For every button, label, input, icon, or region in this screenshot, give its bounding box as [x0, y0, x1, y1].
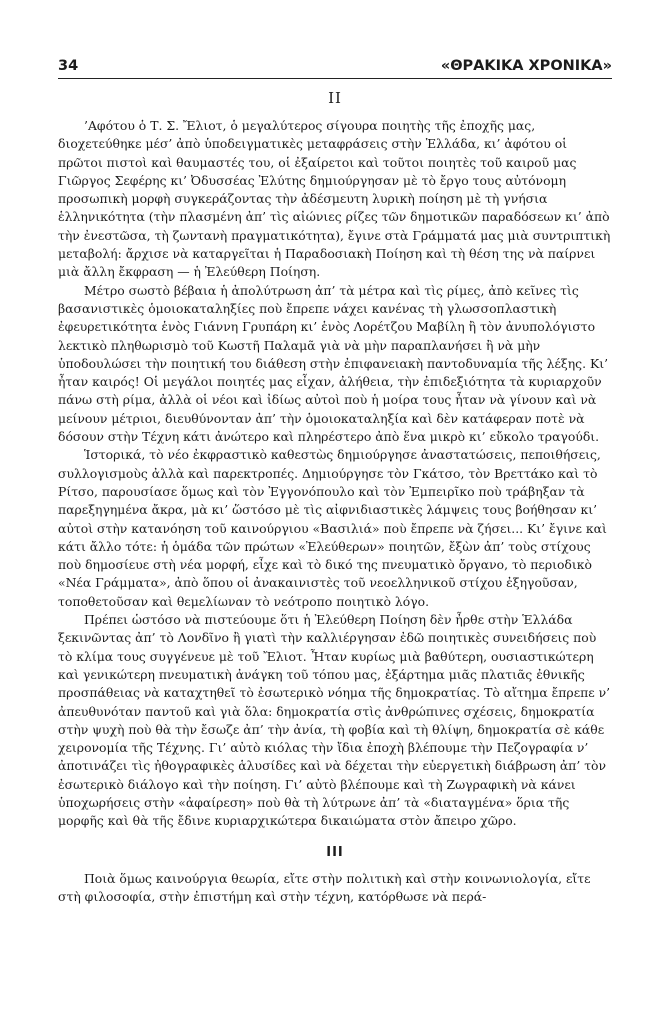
section-heading-iii: III [326, 844, 344, 860]
page-number: 34 [58, 58, 79, 74]
paragraph-4: Πρέπει ὡστόσο νὰ πιστεύουμε ὅτι ἡ Ἐλεύθερη Ποίηση δὲν ἦρθε στὴν Ἑλλάδα ξεκινῶντας ἀπ’ τὸ Λονδῖνο ἢ γιατὶ τὴν καλλιέργησαν ἐδῶ ποιητικὲς συνειδήσεις ποὺ τὸ κλίμα τους συγγένευε μὲ τοῦ Ἔλιοτ. Ἦταν κυρίως μιὰ βαθύτερη, ουσιαστικώτερη καὶ γενικώτερη πνευματικὴ ἀνάγκη τοῦ τόπου μας, ἐξάρτημα μιᾶς πλατιᾶς ἐθνικῆς προσπάθειας νὰ καταχτηθεῖ τὸ ἐσωτερικὸ νόημα τῆς δημοκρατίας. Τὸ αἴτημα ἔπρεπε ν’ ἀπευθυνόταν παντοῦ καὶ γιὰ ὅλα: δημοκρατία στὶς ἀνθρώπινες σχέσεις, δημοκρατία στὴν ψυχὴ ποὺ θὰ τὴν ἔσωζε ἀπ’ τὴν ἀνία, τὴ φοβία καὶ τὴ θλίψη, δημοκρατία σὲ κάθε χειρονομία τῆς Τέχνης. Γι’ αὐτὸ κιόλας τὴν ἴδια ἐποχὴ βλέπουμε τὴν Πεζογραφία ν’ ἀποτινάζει τὶς ἠθογραφικὲς ἁλυσίδες καὶ νὰ δέχεται τὴν εὐεργετικὴ διάβρωση ἀπ’ τὸν ἐσωτερικὸ διάλογο καὶ τὴν ποίηση. Γι’ αὐτὸ βλέπουμε καὶ τὴ Ζωγραφικὴ νὰ κάνει ὑποχωρήσεις στὴν «ἀφαίρεση» ποὺ θὰ τὴ λύτρωνε ἀπ’ τὰ «διαταγμένα» ὅρια τῆς μορφῆς καὶ θὰ τῆς ἔδινε κυριαρχικώτερα δικαιώματα στὸν ἄπειρο χῶρο. [58, 612, 611, 829]
paragraph-5: Ποιὰ ὅμως καινούργια θεωρία, εἴτε στὴν πολιτικὴ καὶ στὴν κοινωνιολογία, εἴτε στὴ φιλοσοφία, στὴν ἐπιστήμη καὶ στὴν τέχνη, κατόρθωσε νὰ περά- [58, 870, 591, 904]
paragraph-3: Ἱστορικά, τὸ νέο ἐκφραστικὸ καθεστὼς δημιούργησε ἀναστατώσεις, πεποιθήσεις, συλλογισμοὺς ἀλλὰ καὶ παρεκτροπές. Δημιούργησε τὸν Γκάτσο, τὸν Βρεττάκο καὶ τὸ Ρίτσο, παρουσίασε ὅμως καὶ τὸν Ἐγγονόπουλο καὶ τὸν Ἐμπειρῖκο ποὺ τράβηξαν τὰ παρεξηγημένα ἄκρα, μὰ κι’ ὥστόσο μὲ τὶς αἰφνιδιαστικὲς λάμψεις τους βοήθησαν κι’ αὐτοὶ στὴν κατανόηση τοῦ καινούργιου «Βασιλιά» ποὺ ἔπρεπε νὰ ζήσει... Κι’ ἔγινε καὶ κάτι ἄλλο τότε: ἡ ὁμάδα τῶν πρώτων «Ἐλεύθερων» ποιητῶν, ἔξὼν ἀπ’ τοὺς στίχους ποὺ δημοσίευε στὴ νέα μορφή, εἶχε καὶ τὸ δικό της πνευματικὸ ὄργανο, τὸ περιοδικὸ «Νέα Γράμματα», ἀπὸ ὅπου οἱ ἀνακαινιστὲς τοῦ νεοελληνικοῦ στίχου ἐξηγοῦσαν, τοποθετοῦσαν καὶ θεμελίωναν τὸ νεότροπο ποιητικὸ λόγο. [58, 447, 607, 609]
paragraph-1: ’Αφότου ὁ Τ. Σ. Ἔλιοτ, ὁ μεγαλύτερος σίγουρα ποιητὴς τῆς ἐποχῆς μας, διοχετεύθηκε μέσ’ ἀπὸ ὑποδειγματικὲς μεταφράσεις στὴν Ἑλλάδα, κι’ ἀφότου οἱ πρῶτοι πιστοὶ καὶ θαυμαστές του, οἱ ἐξαίρετοι καὶ τοῦτοι ποιητὲς τοῦ καιροῦ μας Γιῶργος Σεφέρης κι’ Ὀδυσσέας Ἐλύτης δημιούργησαν μὲ τὸ ἔργο τους αὐτόνομη προσωπικὴ μορφὴ συγκεράζοντας τὴν ἀδέσμευτη λυρικὴ ποίηση μὲ τὴ γνήσια ἑλληνικότητα (τὴν πλασμένη ἀπ’ τὶς αἰώνιες ρίζες τῶν δημοτικῶν παραδόσεων κι’ ἀπὸ τὴν ἐνεστῶσα, τὴ ζωντανὴ πραγματικότητα), ἔγινε στὰ Γράμματά μας μιὰ συντριπτικὴ μεταβολή: ἄρχισε νὰ καταργεῖται ἡ Παραδοσιακὴ Ποίηση καὶ τὴ θέση της νὰ παίρνει μιὰ ἄλλη ἔκφραση — ἡ Ἐλεύθερη Ποίηση. [58, 118, 611, 280]
journal-title: «ΘΡΑΚΙΚΑ ΧΡΟΝΙΚΑ» [440, 58, 612, 74]
paragraph-2: Μέτρο σωστὸ βέβαια ἡ ἀπολύτρωση ἀπ’ τὰ μέτρα καὶ τὶς ρίμες, ἀπὸ κεῖνες τὶς βασανιστικὲς ὁμοιοκαταληξίες ποὺ ἔπρεπε νάχει κανένας τὴ γλωσσοπλαστικὴ ἐφευρετικότητα ἑνὸς Γιάννη Γρυπάρη κι’ ἑνὸς Λορέτζου Μαβίλη ἢ τὸν ἀνυπολόγιστο λεκτικὸ πληθωρισμὸ τοῦ Κωστῆ Παλαμᾶ γιὰ νὰ μὴν παραπλανήσει ἢ νὰ μὴν ὑποδουλώσει τὴν ποιητική του διάθεση στὴν ἐπιφανειακὴ παντοδυναμία τῆς λέξης. Κι’ ἦταν καιρός! Οἱ μεγάλοι ποιητές μας εἶχαν, ἀλήθεια, τὴν ἐπιδεξιότητα τὰ κυριαρχοῦν πάνω στὴ ρίμα, ἀλλὰ οἱ νέοι καὶ ἰδίως αὐτοὶ ποὺ ἡ μοίρα τους ἦταν νὰ γίνουν καὶ νὰ μείνουν μέτριοι, διευθύνονταν ἀπ’ τὴν ὁμοιοκαταληξία καὶ δὲν κατάφεραν ποτὲ νὰ δόσουν στὴν Τέχνη κάτι ἀνώτερο καὶ πληρέστερο ἀπὸ ἕνα μικρὸ κι’ εὔκολο τραγούδι. [58, 282, 609, 445]
section-heading-ii: II [328, 89, 342, 107]
running-header [58, 58, 612, 79]
